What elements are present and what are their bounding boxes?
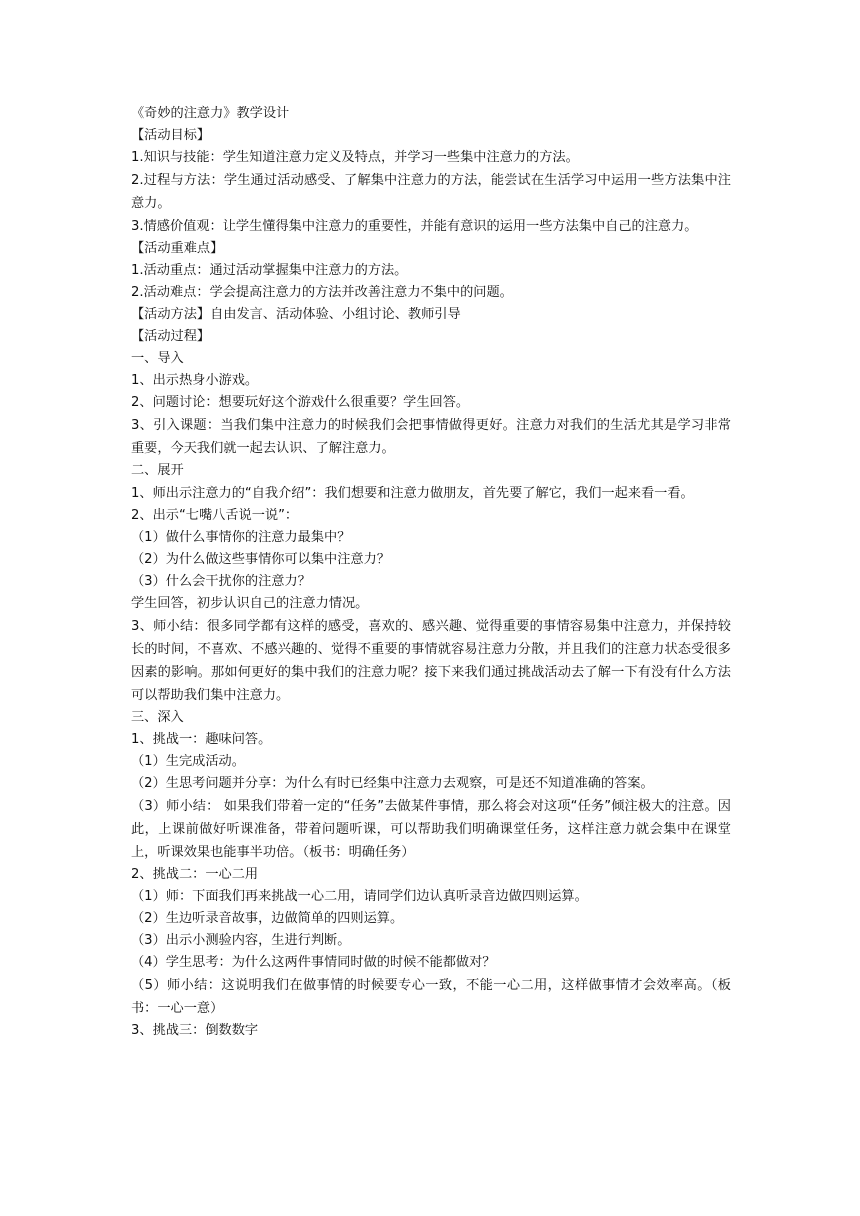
section-intro-heading: 一、导入 (131, 351, 184, 366)
goal-process: 2.过程与方法：学生通过活动感受、了解集中注意力的方法，能尝试在生活学习中运用一些方法集中注意力。 (131, 173, 731, 211)
expand-student-answer: 学生回答，初步认识自己的注意力情况。 (131, 596, 369, 611)
challenge-1-step-3: （3）师小结： 如果我们带着一定的“任务”去做某件事情，那么将会对这项“任务”倾注极大的注意。因此，上课前做好听课准备，带着问题听课，可以帮助我们明确课堂任务，这样注意力就会集中在课堂上，听课效果也能事半功倍。（板书：明确任务） (131, 799, 731, 860)
expand-step-3: 3、师小结：很多同学都有这样的感受，喜欢的、感兴趣、觉得重要的事情容易集中注意力，并保持较长的时间，不喜欢、不感兴趣的、觉得不重要的事情就容易注意力分散，并且我们的注意力状态受很多因素的影响。那如何更好的集中我们的注意力呢？接下来我们通过挑战活动去了解一下有没有什么方法可以帮助我们集中注意力。 (131, 619, 731, 703)
difficult-point: 2.活动难点：学会提高注意力的方法并改善注意力不集中的问题。 (131, 285, 513, 300)
key-point: 1.活动重点：通过活动掌握集中注意力的方法。 (131, 263, 408, 278)
expand-question-3: （3）什么会干扰你的注意力？ (131, 574, 311, 589)
challenge-2-step-1: （1）师：下面我们再来挑战一心二用，请同学们边认真听录音边做四则运算。 (131, 889, 588, 904)
challenge-2-step-2: （2）生边听录音故事，边做简单的四则运算。 (131, 911, 404, 926)
section-expand-heading: 二、展开 (131, 463, 184, 478)
expand-question-2: （2）为什么做这些事情你可以集中注意力？ (131, 552, 390, 567)
intro-step-3: 3、引入课题：当我们集中注意力的时候我们会把事情做得更好。注意力对我们的生活尤其是学习非常重要，今天我们就一起去认识、了解注意力。 (131, 418, 731, 456)
process-heading: 【活动过程】 (131, 329, 211, 344)
intro-step-1: 1、出示热身小游戏。 (131, 373, 259, 388)
document-title: 《奇妙的注意力》教学设计 (131, 106, 290, 121)
challenge-3-title: 3、挑战三：倒数数字 (131, 1023, 259, 1038)
challenge-2-title: 2、挑战二：一心二用 (131, 867, 259, 882)
intro-step-2: 2、问题讨论：想要玩好这个游戏什么很重要？学生回答。 (131, 395, 470, 410)
expand-step-2: 2、出示“七嘴八舌说一说”： (131, 508, 299, 523)
expand-question-1: （1）做什么事情你的注意力最集中？ (131, 530, 351, 545)
challenge-2-step-5: （5）师小结：这说明我们在做事情的时候要专心一致，不能一心二用，这样做事情才会效率高。（板书：一心一意） (131, 978, 731, 1016)
challenge-2-step-4: （4）学生思考：为什么这两件事情同时做的时候不能都做对？ (131, 955, 496, 970)
section-deepen-heading: 三、深入 (131, 710, 184, 725)
expand-step-1: 1、师出示注意力的“自我介绍”：我们想要和注意力做朋友，首先要了解它，我们一起来看一看。 (131, 486, 694, 501)
goals-heading: 【活动目标】 (131, 128, 211, 143)
goal-knowledge: 1.知识与技能：学生知道注意力定义及特点，并学习一些集中注意力的方法。 (131, 150, 579, 165)
activity-method: 【活动方法】自由发言、活动体验、小组讨论、教师引导 (131, 307, 461, 322)
challenge-1-title: 1、挑战一：趣味问答。 (131, 732, 272, 747)
challenge-1-step-1: （1）生完成活动。 (131, 754, 245, 769)
goal-emotion: 3.情感价值观：让学生懂得集中注意力的重要性，并能有意识的运用一些方法集中自己的注意力。 (131, 219, 698, 234)
key-points-heading: 【活动重难点】 (131, 241, 224, 256)
challenge-1-step-2: （2）生思考问题并分享：为什么有时已经集中注意力去观察，可是还不知道准确的答案。 (131, 776, 654, 791)
document-page (131, 103, 731, 1042)
challenge-2-step-3: （3）出示小测验内容，生进行判断。 (131, 933, 351, 948)
